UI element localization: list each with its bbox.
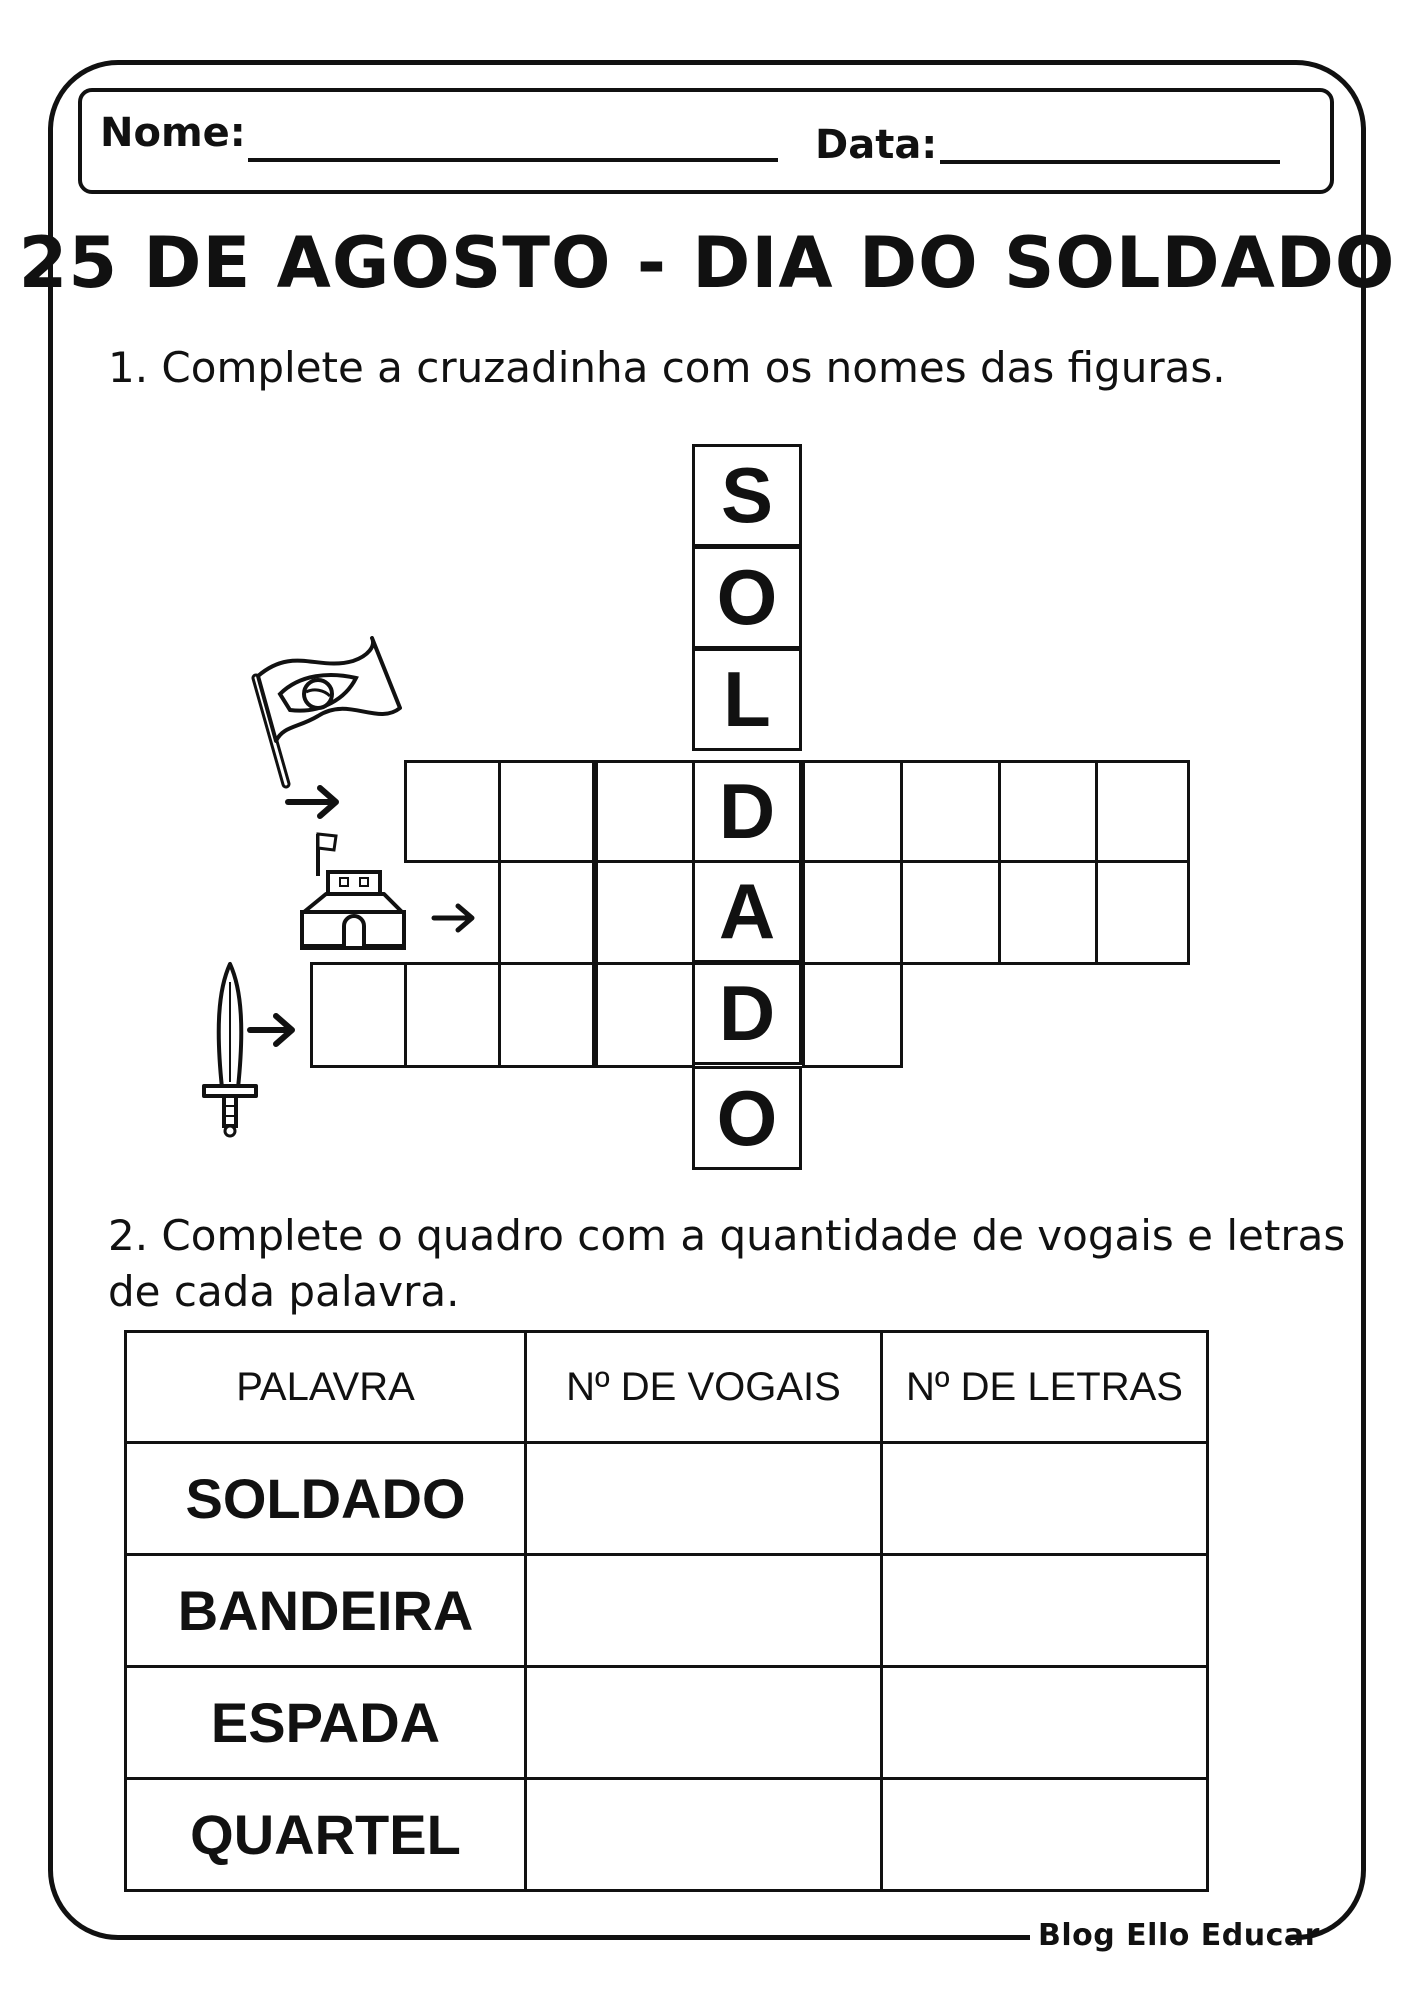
letter-count-cell[interactable] xyxy=(882,1443,1208,1555)
word-cell: SOLDADO xyxy=(126,1443,526,1555)
question-1-text: 1. Complete a cruzadinha com os nomes das figuras. xyxy=(108,343,1226,392)
name-field[interactable] xyxy=(248,158,778,162)
table-row xyxy=(126,1555,1208,1667)
crossword-cell[interactable] xyxy=(802,860,903,965)
crossword-cell[interactable] xyxy=(498,962,595,1068)
date-field[interactable] xyxy=(940,160,1280,164)
crossword-cell[interactable] xyxy=(998,860,1098,965)
crossword-cell[interactable] xyxy=(404,962,501,1068)
date-label: Data: xyxy=(815,122,938,168)
crossword-letter: D xyxy=(692,962,802,1065)
column-header-word: PALAVRA xyxy=(126,1332,526,1443)
crossword-cell[interactable] xyxy=(310,962,407,1068)
name-date-box xyxy=(78,88,1334,194)
footer-credit: Blog Ello Educar xyxy=(1038,1918,1320,1953)
crossword-cell[interactable] xyxy=(900,760,1001,863)
vowel-count-cell[interactable] xyxy=(526,1443,882,1555)
column-header-letters: Nº DE LETRAS xyxy=(882,1332,1208,1443)
column-header-vowels: Nº DE VOGAIS xyxy=(526,1332,882,1443)
crossword-cell[interactable] xyxy=(900,860,1001,965)
crossword-cell[interactable] xyxy=(1095,860,1190,965)
crossword-letter: S xyxy=(692,444,802,547)
name-label: Nome: xyxy=(100,110,246,156)
crossword-cell[interactable] xyxy=(802,962,903,1068)
sword-icon xyxy=(196,960,264,1140)
page-title: 25 DE AGOSTO - DIA DO SOLDADO xyxy=(18,222,1396,304)
question-2-line-2: de cada palavra. xyxy=(108,1267,460,1316)
vowel-count-cell[interactable] xyxy=(526,1779,882,1891)
table-row xyxy=(126,1779,1208,1891)
crossword-letter: L xyxy=(692,648,802,751)
vowel-count-cell[interactable] xyxy=(526,1555,882,1667)
letter-count-cell[interactable] xyxy=(882,1555,1208,1667)
table-row xyxy=(126,1667,1208,1779)
vowel-count-table xyxy=(124,1330,1209,1892)
letter-count-cell[interactable] xyxy=(882,1779,1208,1891)
crossword-cell[interactable] xyxy=(998,760,1098,863)
crossword-letter: O xyxy=(692,1066,802,1170)
crossword-letter: D xyxy=(692,760,802,863)
arrow-right-icon xyxy=(246,1010,298,1050)
arrow-right-icon xyxy=(284,782,344,822)
question-2-line-1: 2. Complete o quadro com a quantidade de vogais e letras xyxy=(108,1211,1346,1260)
crossword-cell[interactable] xyxy=(1095,760,1190,863)
crossword-cell[interactable] xyxy=(802,760,903,863)
crossword-cell[interactable] xyxy=(404,760,501,863)
barracks-icon xyxy=(296,828,406,958)
word-cell: QUARTEL xyxy=(126,1779,526,1891)
table-row xyxy=(126,1443,1208,1555)
vowel-count-cell[interactable] xyxy=(526,1667,882,1779)
flag-icon xyxy=(238,636,408,796)
crossword-letter: A xyxy=(692,860,802,963)
crossword-letter: O xyxy=(692,546,802,649)
crossword-cell[interactable] xyxy=(498,760,595,863)
crossword-cell[interactable] xyxy=(595,860,695,965)
crossword-cell[interactable] xyxy=(595,962,695,1068)
letter-count-cell[interactable] xyxy=(882,1667,1208,1779)
word-cell: ESPADA xyxy=(126,1667,526,1779)
word-cell: BANDEIRA xyxy=(126,1555,526,1667)
crossword-cell[interactable] xyxy=(595,760,695,863)
crossword-cell[interactable] xyxy=(498,860,595,965)
arrow-right-icon xyxy=(430,900,478,936)
